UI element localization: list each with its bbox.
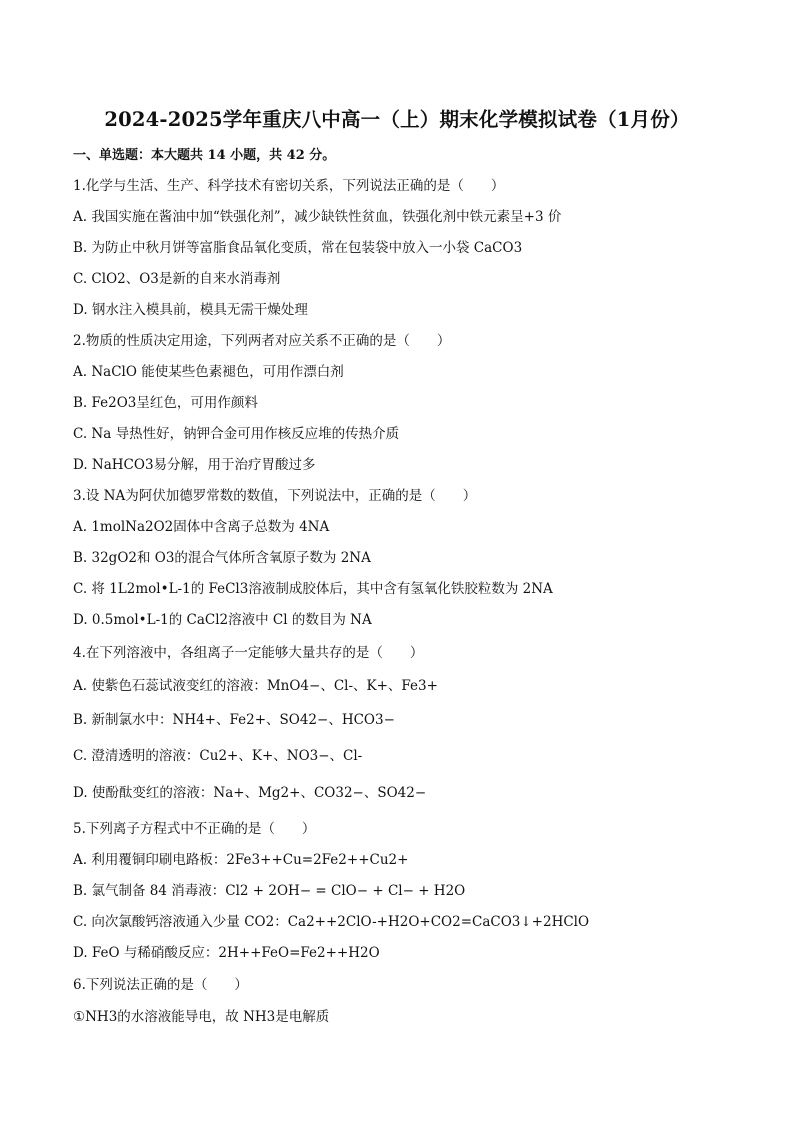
question-3-option-b: B. 32gO2和 O3的混合气体所含氧原子数为 2NA (73, 550, 371, 566)
question-5-option-c: C. 向次氯酸钙溶液通入少量 CO2：Ca2++2ClO-+H2O+CO2=CaCO3↓+2HClO (73, 914, 590, 930)
question-4-stem: 4.在下列溶液中，各组离子一定能够大量共存的是（ ） (73, 645, 424, 661)
question-1-option-c: C. ClO2、O3是新的自来水消毒剂 (73, 271, 281, 287)
question-6-stem: 6.下列说法正确的是（ ） (73, 977, 248, 993)
question-3-option-d: D. 0.5mol•L-1的 CaCl2溶液中 Cl 的数目为 NA (73, 612, 372, 628)
question-2-option-d: D. NaHCO3易分解，用于治疗胃酸过多 (73, 457, 316, 473)
question-6-statement-1: ①NH3的水溶液能导电，故 NH3是电解质 (73, 1009, 330, 1025)
question-4-option-d: D. 使酚酞变红的溶液：Na+、Mg2+、CO32−、SO42− (73, 785, 427, 801)
question-4-option-a: A. 使紫色石蕊试液变红的溶液：MnO4−、Cl-、K+、Fe3+ (73, 678, 438, 694)
question-5-option-b: B. 氯气制备 84 消毒液：Cl2 + 2OH− = ClO− + Cl− + H2O (73, 883, 466, 899)
question-5-option-d: D. FeO 与稀硝酸反应：2H++FeO=Fe2++H2O (73, 945, 380, 961)
section-heading: 一、单选题：本大题共 14 小题，共 42 分。 (73, 148, 336, 163)
question-2-option-b: B. Fe2O3呈红色，可用作颜料 (73, 395, 258, 411)
question-3-stem: 3.设 NA为阿伏加德罗常数的数值，下列说法中，正确的是（ ） (73, 488, 477, 504)
question-4-option-b: B. 新制氯水中：NH4+、Fe2+、SO42−、HCO3− (73, 712, 395, 728)
question-3-option-a: A. 1molNa2O2固体中含离子总数为 4NA (73, 519, 330, 535)
question-1-stem: 1.化学与生活、生产、科学技术有密切关系，下列说法正确的是（ ） (73, 178, 505, 194)
question-3-option-c: C. 将 1L2mol•L-1的 FeCl3溶液制成胶体后，其中含有氢氧化铁胶粒数为 2NA (73, 581, 553, 597)
question-1-option-a: A. 我国实施在酱油中加“铁强化剂”，减少缺铁性贫血，铁强化剂中铁元素呈+3 价 (73, 209, 562, 225)
page-title: 2024-2025学年重庆八中高一（上）期末化学模拟试卷（1月份） (104, 108, 690, 131)
question-5-stem: 5.下列离子方程式中不正确的是（ ） (73, 821, 316, 837)
question-2-option-a: A. NaClO 能使某些色素褪色，可用作漂白剂 (73, 364, 344, 380)
question-4-option-c: C. 澄清透明的溶液：Cu2+、K+、NO3−、Cl- (73, 748, 363, 764)
question-5-option-a: A. 利用覆铜印刷电路板：2Fe3++Cu=2Fe2++Cu2+ (73, 852, 409, 868)
question-1-option-d: D. 钢水注入模具前，模具无需干燥处理 (73, 302, 308, 318)
question-1-option-b: B. 为防止中秋月饼等富脂食品氧化变质，常在包装袋中放入一小袋 CaCO3 (73, 240, 523, 256)
question-2-option-c: C. Na 导热性好，钠钾合金可用作核反应堆的传热介质 (73, 426, 400, 442)
question-2-stem: 2.物质的性质决定用途，下列两者对应关系不正确的是（ ） (73, 333, 451, 349)
